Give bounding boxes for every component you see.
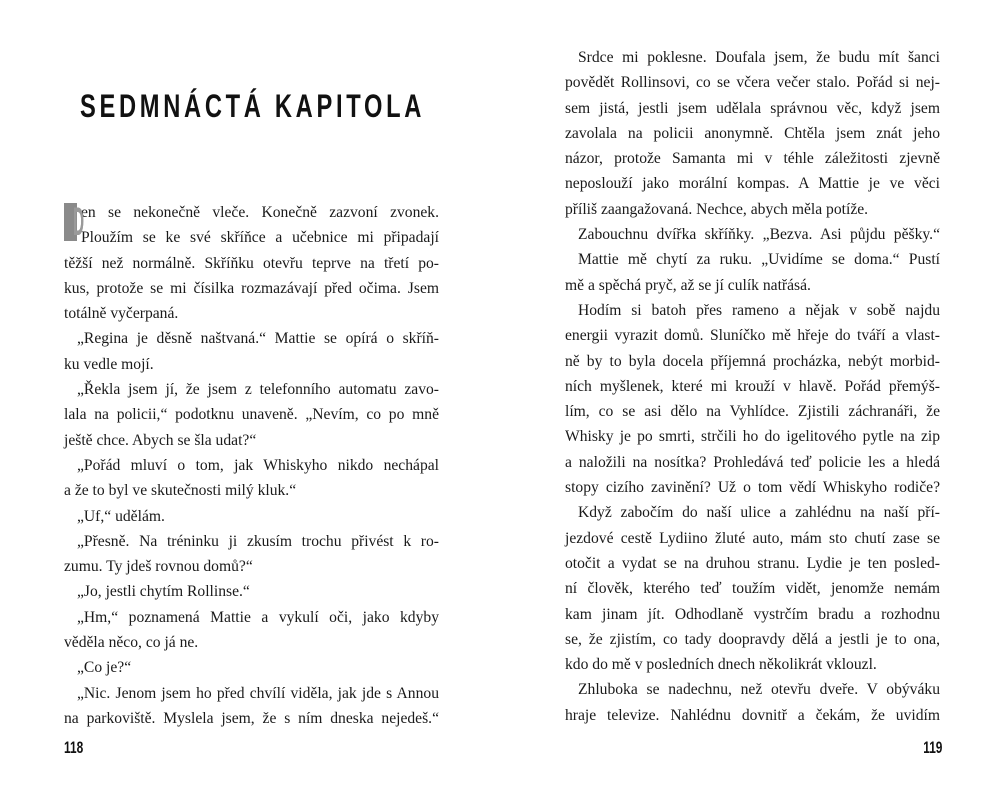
paragraph [64, 681, 439, 732]
paragraph [565, 677, 940, 728]
text-line: energii vyrazit domů. Sluníčko mě hřeje do tváří a vlast- [565, 327, 940, 345]
text-line: kus, protože se mi čísilka rozmazávají před očima. Jsem [64, 279, 439, 297]
chapter-title: SEDMNÁCTÁ KAPITOLA [80, 88, 426, 124]
text-line: Zhluboka se nadechnu, než otevřu dveře. V obýváku [578, 681, 940, 699]
paragraph [64, 453, 439, 504]
text-line: povědět Rollinsovi, co se včera večer stalo. Pořád si nej- [565, 74, 940, 92]
text-line: se, že zjistím, co tady doopravdy dělá a jestli je to ona, [565, 630, 940, 648]
drop-cap [64, 200, 84, 244]
text-line: neposlouží jako morální kompas. A Mattie je ve věci [565, 175, 940, 193]
text-line: „Jo, jestli chytím Rollinse.“ [77, 583, 250, 601]
text-line: otočit a vydat se na druhou stranu. Lydie je ten posled- [565, 554, 940, 572]
paragraph [64, 655, 439, 680]
left-page [0, 0, 502, 800]
paragraph [565, 298, 940, 500]
text-line: kdo do mě v posledních dnech několikrát vklouzl. [565, 656, 877, 674]
text-line: a naložili na nosítka? Prohledává teď policie les a hledá [565, 453, 940, 471]
text-line: Mattie mě chytí za ruku. „Uvidíme se doma.“ Pustí [578, 251, 940, 269]
paragraph [64, 504, 439, 529]
paragraph [64, 326, 439, 377]
paragraph [565, 247, 940, 298]
text-line: lala na policii,“ podotknu unaveně. „Nevím, co po mně [64, 406, 439, 424]
text-line: věděla něco, co já ne. [64, 634, 199, 652]
text-line: „Hm,“ poznamená Mattie a vykulí oči, jako kdyby [77, 608, 439, 626]
drop-cap-letter: D [72, 200, 84, 244]
text-line: ních myšlenek, které mi krouží v hlavě. Pořád přemýš- [565, 377, 940, 395]
text-line: „Nic. Jenom jsem ho před chvílí viděla, jak jde s Annou [77, 684, 439, 702]
text-line: na parkoviště. Myslela jsem, že s ním dneska nejedeš.“ [64, 709, 439, 727]
text-line: „Uf,“ udělám. [77, 507, 165, 525]
left-page-text [64, 200, 439, 731]
text-line: ně by to byla docela příjemná procházka, nebýt morbid- [565, 352, 940, 370]
text-line: těžší než normálně. Skříňku otevřu teprve na třetí po- [64, 254, 439, 272]
text-line: stopy cizího zavinění? Už o tom vědí Whiskyho rodiče? [565, 479, 940, 497]
text-line: hraje televize. Nahlédnu dovnitř a čekám, že uvidím [565, 706, 940, 724]
text-line: „Co je?“ [77, 659, 132, 677]
page-number-right: 119 [922, 738, 942, 757]
text-line: „Přesně. Na tréninku ji zkusím trochu přivést k ro- [77, 532, 439, 550]
text-line: ní člověk, kterého teď toužím vidět, jenomže nemám [565, 580, 940, 598]
text-line: jezdové cestě Lydiino žluté auto, mám sto chutí zase se [565, 529, 940, 547]
text-line: ku vedle mojí. [64, 355, 154, 373]
text-line: Když zabočím do naší ulice a zahlédnu na naší pří- [578, 504, 940, 522]
right-page-text [565, 45, 940, 728]
text-line: „Pořád mluví o tom, jak Whiskyho nikdo nechápal [77, 456, 439, 474]
paragraph [64, 377, 439, 453]
paragraph [64, 579, 439, 604]
text-line: příliš zaangažovaná. Nechce, abych měla potíže. [565, 200, 869, 218]
paragraph [565, 500, 940, 677]
paragraph [64, 529, 439, 580]
text-line: „Regina je děsně naštvaná.“ Mattie se opírá o skříň- [77, 330, 439, 348]
text-line: totálně vyčerpaná. [64, 305, 179, 323]
text-line: ještě chce. Abych se šla udat?“ [64, 431, 257, 449]
text-line: Zabouchnu dvířka skříňky. „Bezva. Asi půjdu pěšky.“ [578, 226, 940, 244]
text-line: lím, co se asi dělo na Vyhlídce. Zjistili záchranáři, že [565, 403, 940, 421]
text-line: en se nekonečně vleče. Konečně zazvoní zvonek. [81, 204, 439, 221]
paragraph [64, 605, 439, 656]
text-line: Ploužím se ke své skříňce a učebnice mi připadají [81, 229, 439, 247]
text-line: Srdce mi poklesne. Doufala jsem, že budu mít šanci [578, 49, 940, 66]
text-line: Whisky je po smrti, strčili ho do igelitového pytle na zip [565, 428, 940, 446]
text-line: a že to byl ve skutečnosti milý kluk.“ [64, 482, 297, 500]
text-line: kam jinam jít. Odhodlaně vystrčím bradu a rozhodnu [565, 605, 940, 623]
text-line: názor, protože Samanta mi v téhle záležitosti zjevně [565, 150, 940, 168]
page-number-left: 118 [64, 738, 84, 757]
text-line: mě a spěchá pryč, až se jí culík natřásá. [565, 276, 811, 294]
paragraph [64, 200, 439, 326]
text-line: „Řekla jsem jí, že jsem z telefonního automatu zavo- [77, 381, 439, 399]
text-line: zumu. Ty jdeš rovnou domů?“ [64, 558, 253, 576]
text-line: sem jistá, jestli jsem udělala správnou věc, když jsem [565, 99, 940, 117]
text-line: zavolala na policii anonymně. Chtěla jsem znát jeho [565, 124, 940, 142]
text-line: Hodím si batoh přes rameno a nějak v sobě najdu [578, 301, 940, 319]
right-page [502, 0, 1004, 800]
paragraph [565, 45, 940, 222]
paragraph [565, 222, 940, 247]
